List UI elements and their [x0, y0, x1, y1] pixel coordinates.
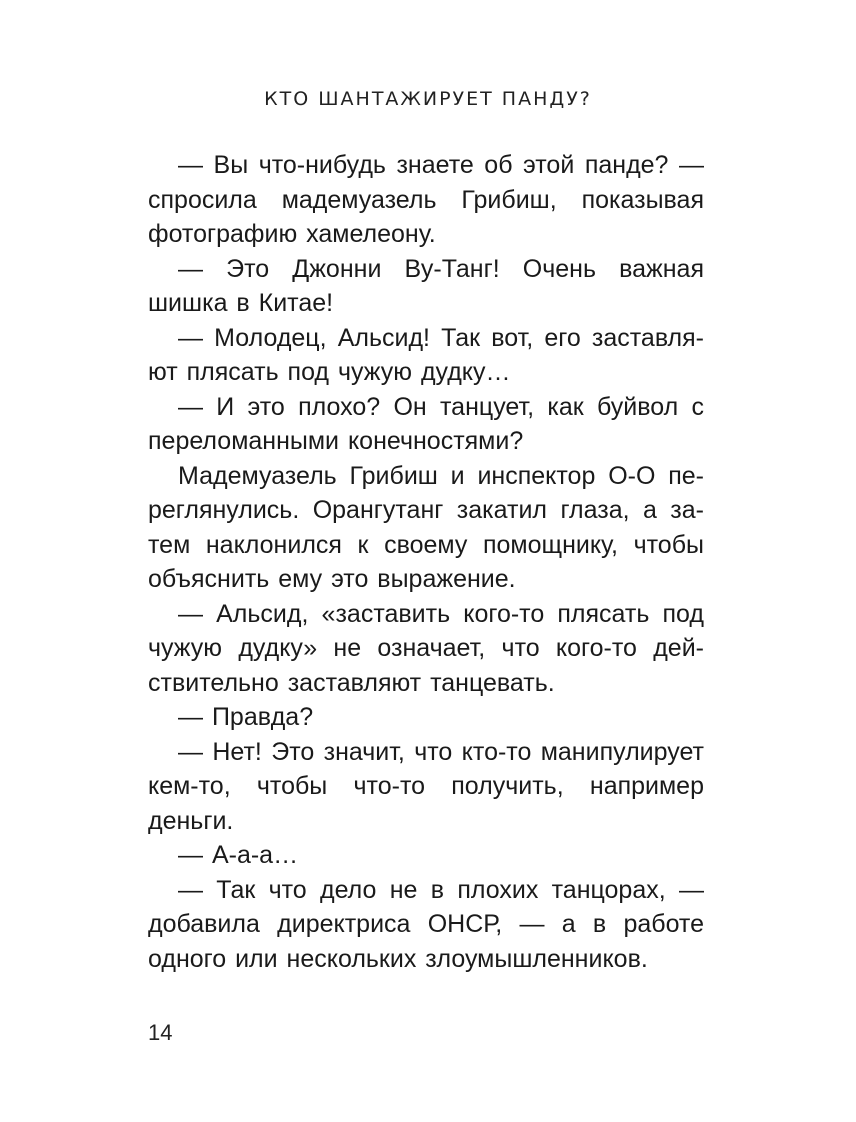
paragraph: — Вы что-нибудь знаете об этой панде? — спросила мадемуазель Грибиш, показывая фотографию хамелеону.	[148, 151, 704, 248]
paragraph: Мадемуазель Грибиш и инспектор О-О переглянулись. Орангутанг закатил глаза, а затем наклонился к своему помощнику, чтобы объяснить ему это выражение.	[148, 461, 704, 593]
paragraph: — Так что дело не в плохих танцорах, — добавила директриса ОНСР, — а в работе одного или нескольких злоумышленников.	[148, 875, 704, 973]
paragraph: — И это плохо? Он танцует, как буйвол с переломанными конечностями?	[148, 392, 704, 455]
running-title: КТО ШАНТАЖИРУЕТ ПАНДУ?	[264, 88, 592, 110]
paragraph: — Это Джонни Ву-Танг! Очень важная шишка в Китае!	[148, 254, 704, 317]
paragraph: — Альсид, «заставить кого-то плясать под чужую дудку» не означает, что кого-то действительно заставляют танцевать.	[148, 599, 704, 697]
paragraph: — А-а-а…	[178, 841, 299, 869]
paragraph: — Правда?	[178, 703, 314, 731]
paragraph: — Молодец, Альсид! Так вот, его заставляют плясать под чужую дудку…	[148, 323, 704, 386]
body-text	[148, 148, 704, 976]
paragraph: — Нет! Это значит, что кто-то манипулирует кем-то, чтобы что-то получить, например деньги.	[148, 737, 704, 835]
page-number: 14	[148, 1020, 173, 1045]
